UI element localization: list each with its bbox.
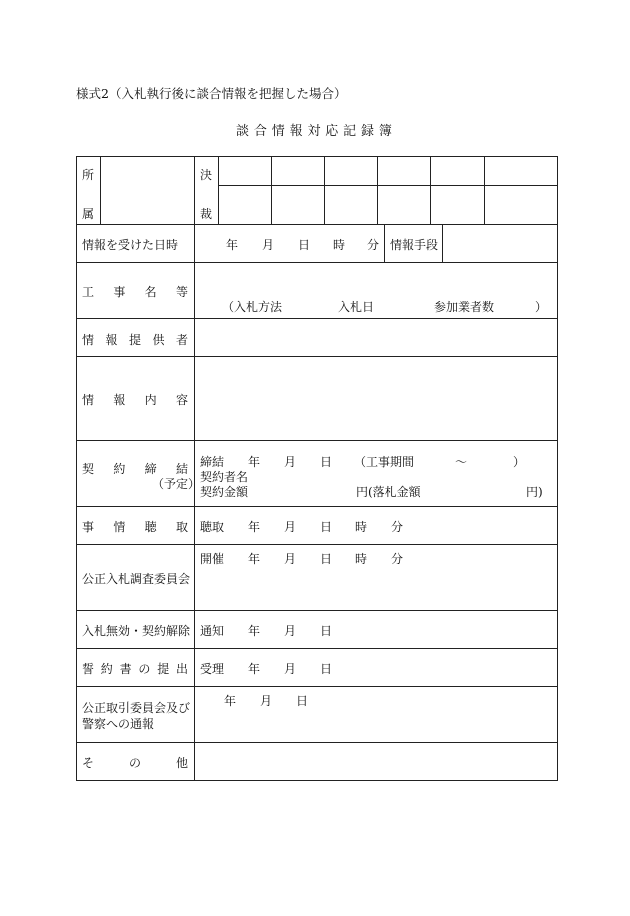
title-char: 記 bbox=[343, 124, 357, 139]
period-tilde: ～ bbox=[455, 455, 468, 469]
label-char: そ bbox=[82, 756, 95, 770]
close-paren: ） bbox=[535, 300, 548, 314]
hearing-year: 年 bbox=[248, 520, 261, 534]
row-divider bbox=[76, 648, 557, 649]
means-divider bbox=[384, 224, 385, 262]
hearing-hour: 時 bbox=[355, 520, 368, 534]
received-datetime-label: 情報を受けた日時 bbox=[82, 238, 179, 252]
notification-day: 日 bbox=[296, 694, 309, 708]
row-divider bbox=[76, 742, 557, 743]
label-char: 聴 bbox=[144, 520, 157, 534]
affiliation-divider bbox=[194, 156, 195, 224]
approval-label-bottom: 裁 bbox=[200, 207, 213, 221]
notification-month: 月 bbox=[260, 694, 273, 708]
label-char: 工 bbox=[82, 285, 95, 299]
invalidation-month: 月 bbox=[284, 624, 297, 638]
table-border-left bbox=[76, 156, 77, 781]
committee-text: 開催 bbox=[200, 552, 225, 566]
row-divider bbox=[76, 440, 557, 441]
committee-month: 月 bbox=[284, 552, 297, 566]
label-char: 提 bbox=[157, 662, 170, 676]
committee-label: 公正入札調査委員会 bbox=[82, 572, 191, 586]
pledge-month: 月 bbox=[284, 662, 297, 676]
affiliation-divider bbox=[100, 156, 101, 224]
received-hour: 時 bbox=[333, 238, 346, 252]
yen-close: 円) bbox=[526, 485, 543, 499]
pledge-text: 受理 bbox=[200, 662, 225, 676]
received-day: 日 bbox=[298, 238, 311, 252]
label-char: 事 bbox=[113, 285, 126, 299]
title-char: 報 bbox=[289, 124, 303, 139]
participant-count: 参加業者数 bbox=[434, 300, 495, 314]
invalidation-year: 年 bbox=[248, 624, 261, 638]
form-label: 様式2（入札執行後に談合情報を把握した場合） bbox=[76, 86, 347, 101]
label-char: 情 bbox=[82, 333, 95, 347]
hearing-month: 月 bbox=[284, 520, 297, 534]
contract-amount: 契約金額 bbox=[200, 485, 249, 499]
bidding-method: （入札方法 bbox=[222, 300, 283, 314]
label-char: 等 bbox=[175, 285, 188, 299]
label-char: の bbox=[138, 662, 151, 676]
received-year: 年 bbox=[226, 238, 239, 252]
committee-hour: 時 bbox=[355, 552, 368, 566]
approval-grid-line bbox=[271, 156, 272, 224]
label-char: 取 bbox=[175, 520, 188, 534]
approval-grid-line bbox=[430, 156, 431, 224]
approval-label-top: 決 bbox=[200, 168, 213, 182]
row-divider bbox=[76, 356, 557, 357]
label-char: 報 bbox=[105, 333, 118, 347]
label-char: 者 bbox=[175, 333, 188, 347]
invalidation-day: 日 bbox=[320, 624, 333, 638]
hearing-day: 日 bbox=[320, 520, 333, 534]
contractor-name: 契約者名 bbox=[200, 470, 249, 484]
approval-grid-line bbox=[484, 156, 485, 224]
title-char: 録 bbox=[361, 124, 375, 139]
label-char: 供 bbox=[152, 333, 165, 347]
contract-label-planned: （予定） bbox=[152, 477, 201, 491]
label-char: 情 bbox=[113, 520, 126, 534]
informant-label bbox=[82, 331, 188, 348]
received-minute: 分 bbox=[367, 238, 380, 252]
notification-label-line2: 警察への通報 bbox=[82, 717, 155, 731]
label-column-divider bbox=[194, 224, 195, 780]
pledge-day: 日 bbox=[320, 662, 333, 676]
period-close: ） bbox=[513, 455, 526, 469]
means-divider bbox=[442, 224, 443, 262]
construction-period: （工事期間 bbox=[354, 455, 415, 469]
invalidation-label: 入札無効・契約解除 bbox=[82, 624, 191, 638]
pledge-label bbox=[82, 660, 188, 677]
title-char: 情 bbox=[271, 124, 285, 139]
approval-grid-line bbox=[324, 156, 325, 224]
row-divider bbox=[76, 506, 557, 507]
committee-minute: 分 bbox=[391, 552, 404, 566]
label-char: 他 bbox=[175, 756, 188, 770]
construction-name-label bbox=[82, 283, 188, 300]
label-char: 書 bbox=[119, 662, 132, 676]
label-char: 契 bbox=[82, 462, 95, 476]
label-char: 容 bbox=[175, 393, 188, 407]
committee-day: 日 bbox=[320, 552, 333, 566]
form-title bbox=[236, 120, 392, 139]
row-divider bbox=[76, 224, 557, 225]
title-char: 合 bbox=[253, 124, 267, 139]
info-means-label: 情報手段 bbox=[390, 238, 439, 252]
contract-year: 年 bbox=[248, 455, 261, 469]
approval-divider bbox=[218, 156, 219, 224]
label-char: の bbox=[128, 756, 141, 770]
affiliation-label-top: 所 bbox=[82, 168, 95, 182]
table-border-bottom bbox=[76, 780, 558, 781]
winning-bid-amount: 円(落札金額 bbox=[356, 485, 421, 499]
bidding-date: 入札日 bbox=[338, 300, 375, 314]
affiliation-label-bottom: 属 bbox=[82, 207, 95, 221]
approval-grid-line bbox=[377, 156, 378, 224]
label-char: 誓 bbox=[82, 662, 95, 676]
label-char: 約 bbox=[113, 462, 126, 476]
hearing-minute: 分 bbox=[391, 520, 404, 534]
label-char: 名 bbox=[144, 285, 157, 299]
title-char: 応 bbox=[325, 124, 339, 139]
table-border-right bbox=[557, 156, 558, 781]
pledge-year: 年 bbox=[248, 662, 261, 676]
received-month: 月 bbox=[262, 238, 275, 252]
notification-year: 年 bbox=[224, 694, 237, 708]
title-char: 簿 bbox=[378, 124, 392, 139]
row-divider bbox=[76, 318, 557, 319]
committee-year: 年 bbox=[248, 552, 261, 566]
label-char: 結 bbox=[175, 462, 188, 476]
hearing-label bbox=[82, 518, 188, 535]
contract-conclusion: 締結 bbox=[200, 455, 225, 469]
label-char: 出 bbox=[175, 662, 188, 676]
row-divider bbox=[76, 686, 557, 687]
contract-month: 月 bbox=[284, 455, 297, 469]
other-label bbox=[82, 754, 188, 771]
notification-label-line1: 公正取引委員会及び bbox=[82, 701, 191, 715]
title-char: 談 bbox=[236, 124, 250, 139]
label-char: 締 bbox=[144, 462, 157, 476]
approval-grid-line bbox=[218, 185, 557, 186]
invalidation-text: 通知 bbox=[200, 624, 225, 638]
info-content-label bbox=[82, 391, 188, 408]
label-char: 内 bbox=[144, 393, 157, 407]
label-char: 約 bbox=[100, 662, 113, 676]
row-divider bbox=[76, 610, 557, 611]
row-divider bbox=[76, 262, 557, 263]
label-char: 情 bbox=[82, 393, 95, 407]
label-char: 提 bbox=[128, 333, 141, 347]
contract-day: 日 bbox=[320, 455, 333, 469]
hearing-text: 聴取 bbox=[200, 520, 225, 534]
title-char: 対 bbox=[307, 124, 321, 139]
row-divider bbox=[76, 544, 557, 545]
label-char: 事 bbox=[82, 520, 95, 534]
label-char: 報 bbox=[113, 393, 126, 407]
